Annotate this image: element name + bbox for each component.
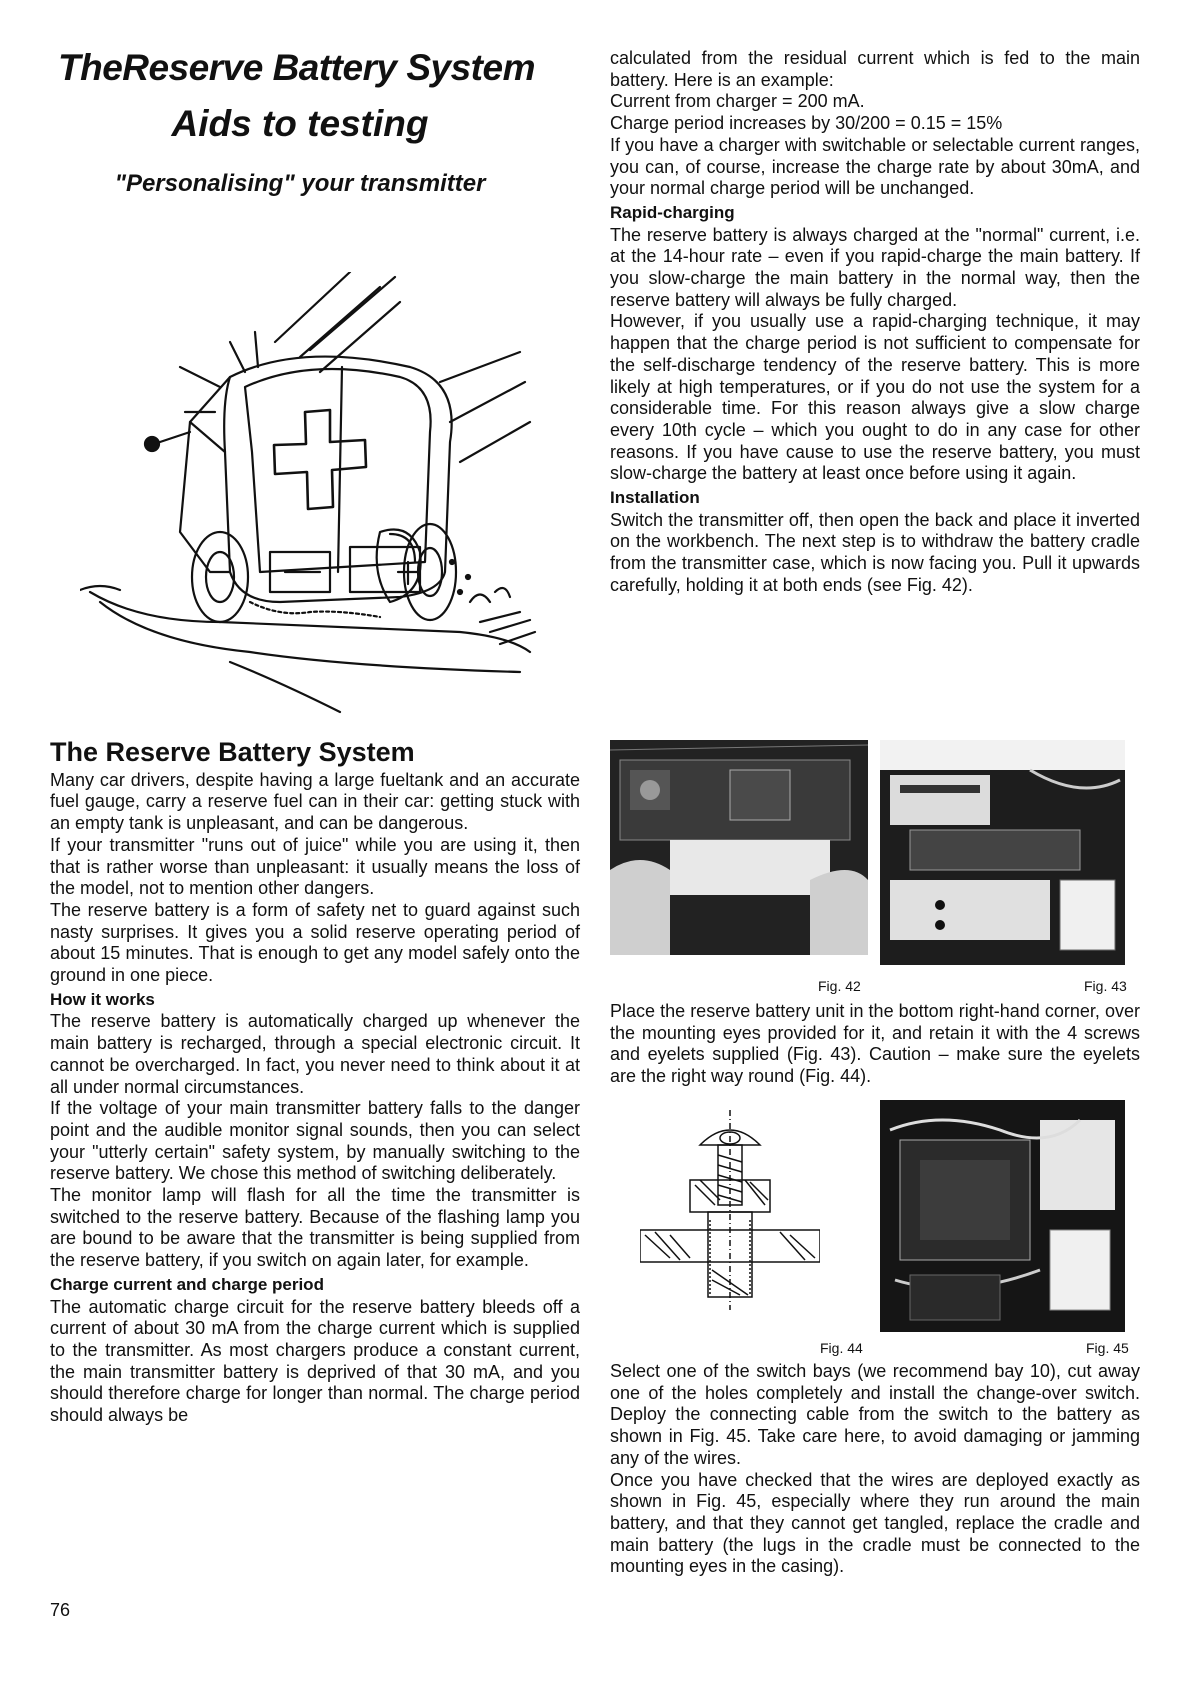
paragraph: Place the reserve battery unit in the bottom right-hand corner, over the mounting eyes provided for it, and retain it with the 4 screws and eyelets supplied (Fig. 43). Caution – make sure the eyelets are the right way round (Fig. 44). xyxy=(610,1001,1140,1087)
subheading-how-it-works: How it works xyxy=(50,989,155,1009)
fig44-eyelet-diagram xyxy=(640,1110,820,1310)
paragraph: Current from charger = 200 mA. xyxy=(610,91,865,112)
fig43-caption: Fig. 43 xyxy=(1084,978,1127,994)
paragraph: The monitor lamp will flash for all the time the transmitter is switched to the reserve battery. Because of the flashing lamp you are bound to be aware that the transmitter is being supplied from the reserve battery, if you switch on again later, for example. xyxy=(50,1185,580,1271)
paragraph: Charge period increases by 30/200 = 0.15 = 15% xyxy=(610,113,1003,134)
page-subtitle: Aids to testing xyxy=(171,103,429,144)
fig42-caption: Fig. 42 xyxy=(818,978,861,994)
page-tagline: "Personalising" your transmitter xyxy=(114,170,486,197)
fig44-caption: Fig. 44 xyxy=(820,1340,863,1356)
paragraph: Once you have checked that the wires are deployed exactly as shown in Fig. 45, especially where they run around the main battery, and that they cannot get tangled, replace the cradle and main battery (the lugs in the cradle must be connected to the mounting eyes in the casing). xyxy=(610,1469,1140,1577)
fig45-photo xyxy=(880,1100,1125,1332)
left-body xyxy=(50,737,580,1427)
van-illustration xyxy=(80,272,540,732)
subheading-charge-current: Charge current and charge period xyxy=(50,1274,324,1294)
page-number: 76 xyxy=(50,1600,71,1620)
left-column xyxy=(50,46,580,198)
right-column-mid xyxy=(610,1001,1140,1088)
paragraph: If the voltage of your main transmitter battery falls to the danger point and the audible monitor signal sounds, then you can select your "utterly certain" safety system, by manually switching to the reserve battery. We chose this method of switching deliberately. xyxy=(50,1098,580,1184)
fig45-caption: Fig. 45 xyxy=(1086,1340,1129,1356)
paragraph: The reserve battery is always charged at the "normal" current, i.e. at the 14-hour rate – even if you rapid-charge the main battery. If you slow-charge the main battery in the normal way, then the reserve battery will always be fully charged. xyxy=(610,224,1140,310)
paragraph: Switch the transmitter off, then open the back and place it inverted on the workbench. The next step is to withdraw the battery cradle from the transmitter case, which is now facing you. Pull it upwards carefully, holding it at both ends (see Fig. 42). xyxy=(610,509,1140,595)
page-title: TheReserve Battery System xyxy=(58,47,535,88)
paragraph: If you have a charger with switchable or selectable current ranges, you can, of course, increase the charge rate by about 30mA, and your normal charge period will be unchanged. xyxy=(610,134,1140,199)
fig42-photo xyxy=(610,740,868,955)
right-column-bottom xyxy=(610,1361,1140,1578)
paragraph: The reserve battery is automatically charged up whenever the main battery is recharged, through a special electronic circuit. It cannot be overcharged. In fact, you never need to think about it at all under normal circumstances. xyxy=(50,1011,580,1097)
paragraph: Many car drivers, despite having a large fueltank and an accurate fuel gauge, carry a reserve fuel can in their car: getting stuck with an empty tank is unpleasant, and can be dangerous. xyxy=(50,769,580,834)
paragraph: The automatic charge circuit for the reserve battery bleeds off a current of about 30 mA from the charge current which is supplied to the transmitter. As most chargers produce a constant current, the main transmitter battery is deprived of that 30 mA, and you should therefore charge for longer than normal. The charge period should always be xyxy=(50,1296,580,1426)
paragraph: However, if you usually use a rapid-charging technique, it may happen that the charge period is not sufficient to compensate for the self-discharge tendency of the reserve battery. This is more likely at high temperatures, or if you do not use the system for a considerable time. For this reason always give a slow charge every 10th cycle – which you ought to do in any case for other reasons. If you have cause to use the reserve battery, you must slow-charge the battery at least once before using it again. xyxy=(610,311,1140,484)
fig43-photo xyxy=(880,740,1125,965)
paragraph: The reserve battery is a form of safety net to guard against such nasty surprises. It gives you a solid reserve operating period of about 15 minutes. That is enough to get any model safely onto the ground in one piece. xyxy=(50,899,580,986)
right-column-top xyxy=(610,48,1140,597)
paragraph: calculated from the residual current which is fed to the main battery. Here is an example: xyxy=(610,48,1140,90)
section-heading: The Reserve Battery System xyxy=(50,737,415,767)
paragraph: If your transmitter "runs out of juice" while you are using it, then that is rather worse than unpleasant: it usually means the loss of the model, not to mention other dangers. xyxy=(50,834,580,899)
subheading-installation: Installation xyxy=(610,488,700,508)
paragraph: Select one of the switch bays (we recommend bay 10), cut away one of the holes completely and install the change-over switch. Deploy the connecting cable from the switch to the battery as shown in Fig. 45. Take care here, to avoid damaging or jamming any of the wires. xyxy=(610,1361,1140,1468)
subheading-rapid-charging: Rapid-charging xyxy=(610,202,735,222)
